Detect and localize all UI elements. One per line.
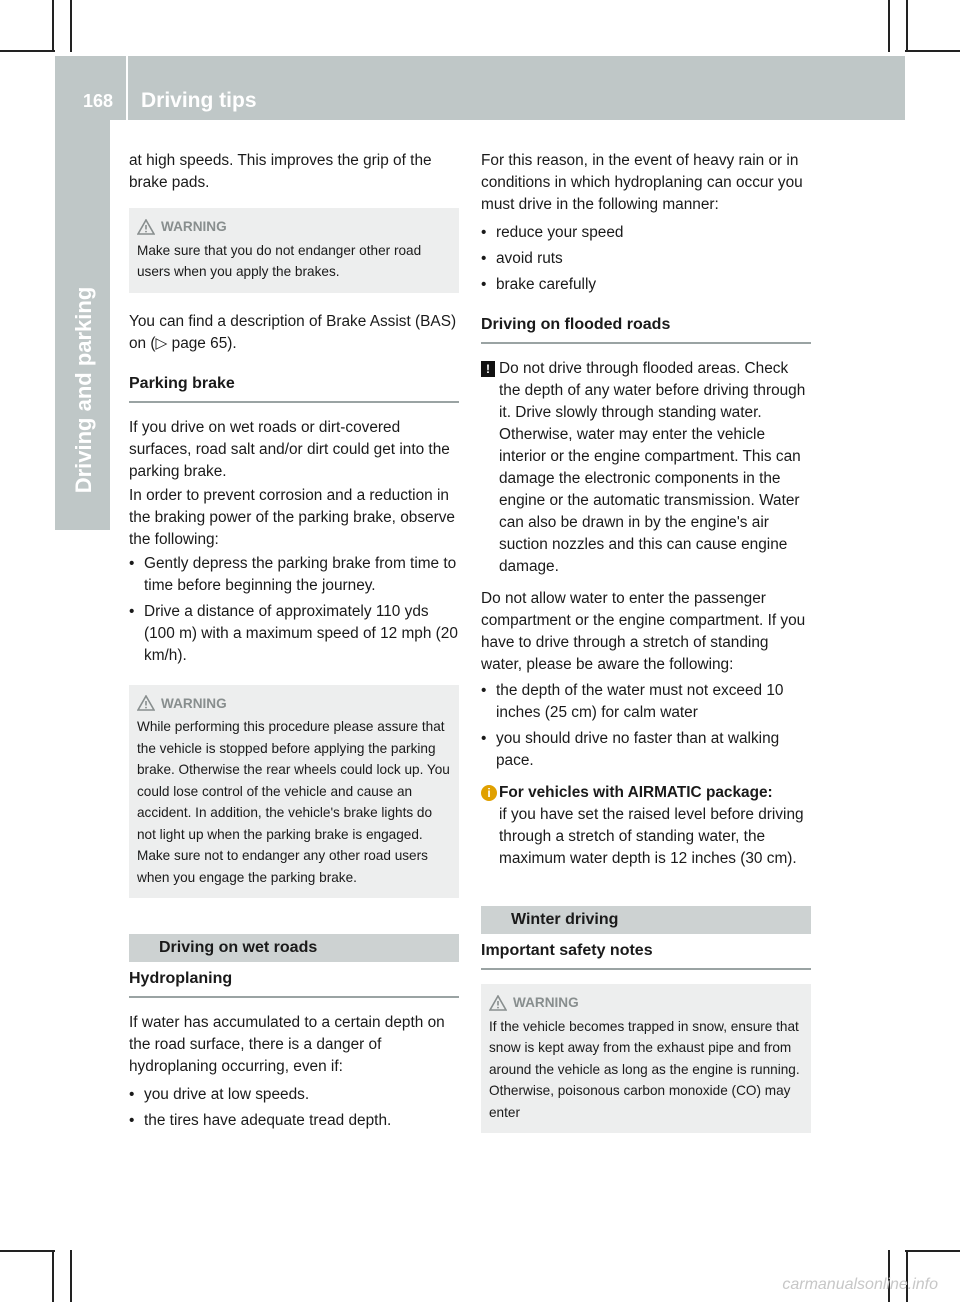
left-column	[129, 150, 459, 1136]
section-heading-wet-roads: Driving on wet roads	[129, 934, 459, 962]
info-note	[481, 782, 811, 870]
watermark: carmanualsonline.info	[782, 1276, 938, 1293]
info-icon: i	[481, 785, 497, 801]
list-item: • Drive a distance of approximately 110 yds (100 m) with a maximum speed of 12 mph (20 km/h).	[129, 601, 459, 667]
right-column	[481, 150, 811, 1151]
subheading-hydroplaning: Hydroplaning	[129, 968, 459, 998]
warning-triangle-icon	[137, 219, 155, 235]
paragraph: If you drive on wet roads or dirt-covered surfaces, road salt and/or dirt could get into the parking brake.	[129, 418, 450, 480]
warning-triangle-icon	[137, 695, 155, 711]
crop-mark	[905, 50, 960, 52]
subheading-safety-notes: Important safety notes	[481, 940, 811, 970]
warning-header	[137, 216, 451, 238]
crop-mark	[0, 50, 55, 52]
crop-mark	[70, 0, 72, 52]
crop-mark	[905, 1250, 960, 1252]
warning-triangle-icon	[489, 995, 507, 1011]
warning-box	[129, 685, 459, 899]
warning-header	[137, 693, 451, 715]
list-item: • the depth of the water must not exceed 10 inches (25 cm) for calm water	[481, 680, 811, 724]
list-item: • brake carefully	[481, 274, 811, 296]
crop-mark	[70, 1250, 72, 1302]
list-item: • avoid ruts	[481, 248, 811, 270]
list-item: • the tires have adequate tread depth.	[129, 1110, 459, 1132]
caution-note	[481, 358, 811, 578]
caution-text: Do not drive through flooded areas. Check the depth of any water before driving through it. Drive slowly through standing water. Otherwise, water may enter the vehicle interior or the engine compartment. This can damage the electronic components in the engine or the automatic transmission. Water can also be drawn in by the engine's air suction nozzles and this can cause engine damage.	[499, 360, 806, 575]
crop-mark	[0, 1250, 55, 1252]
warning-text: Make sure that you do not endanger other road users when you apply the brakes.	[137, 242, 422, 279]
crop-mark	[888, 0, 890, 52]
warning-box	[129, 208, 459, 293]
paragraph: If water has accumulated to a certain depth on the road surface, there is a danger of hydroplaning occurring, even if:	[129, 1014, 445, 1075]
list-item: • you should drive no faster than at walking pace.	[481, 728, 811, 772]
info-title: For vehicles with AIRMATIC package:	[499, 784, 773, 801]
list-item: • reduce your speed	[481, 222, 811, 244]
header-divider	[126, 56, 128, 120]
page-number: 168	[83, 91, 114, 111]
subheading-parking-brake: Parking brake	[129, 373, 459, 403]
warning-text: If the vehicle becomes trapped in snow, ensure that snow is kept away from the exhaust pipe and from around the vehicle as long as the engine is running. Otherwise, poisonous carbon monoxide (CO) may enter	[489, 1018, 800, 1120]
list-item: • Gently depress the parking brake from time to time before beginning the journey.	[129, 553, 459, 597]
warning-label: WARNING	[161, 219, 227, 234]
paragraph: You can find a description of Brake Assist (BAS) on (▷ page 65).	[129, 312, 457, 352]
paragraph: at high speeds. This improves the grip of the brake pads.	[129, 152, 432, 191]
crop-mark	[906, 0, 908, 52]
warning-box	[481, 984, 811, 1133]
page-title: Driving tips	[141, 89, 257, 112]
warning-text: While performing this procedure please assure that the vehicle is stopped before applying the parking brake. Otherwise the rear wheels could lock up. You could lose control of the vehicle and cause an accident. In addition, the vehicle's brake lights do not light up when the parking brake is engaged. Make sure not to endanger any other road users when you engage the parking brake.	[137, 719, 450, 885]
chapter-tab-label: Driving and parking	[71, 286, 96, 494]
exclamation-icon: !	[481, 361, 495, 377]
paragraph: In order to prevent corrosion and a reduction in the braking power of the parking brake, observe the following:	[129, 486, 455, 548]
warning-header	[489, 992, 803, 1014]
info-text: if you have set the raised level before driving through a stretch of standing water, the maximum water depth is 12 inches (30 cm).	[499, 806, 804, 867]
list-item: • you drive at low speeds.	[129, 1084, 459, 1106]
section-heading-winter: Winter driving	[481, 906, 811, 934]
subheading-flooded-roads: Driving on flooded roads	[481, 314, 811, 344]
warning-label: WARNING	[513, 995, 579, 1010]
crop-mark	[52, 1250, 54, 1302]
paragraph: For this reason, in the event of heavy rain or in conditions in which hydroplaning can occur you must drive in the following manner:	[481, 152, 803, 213]
crop-mark	[52, 0, 54, 52]
warning-label: WARNING	[161, 695, 227, 711]
paragraph: Do not allow water to enter the passenger compartment or the engine compartment. If you have to drive through a stretch of standing water, please be aware the following:	[481, 590, 806, 673]
